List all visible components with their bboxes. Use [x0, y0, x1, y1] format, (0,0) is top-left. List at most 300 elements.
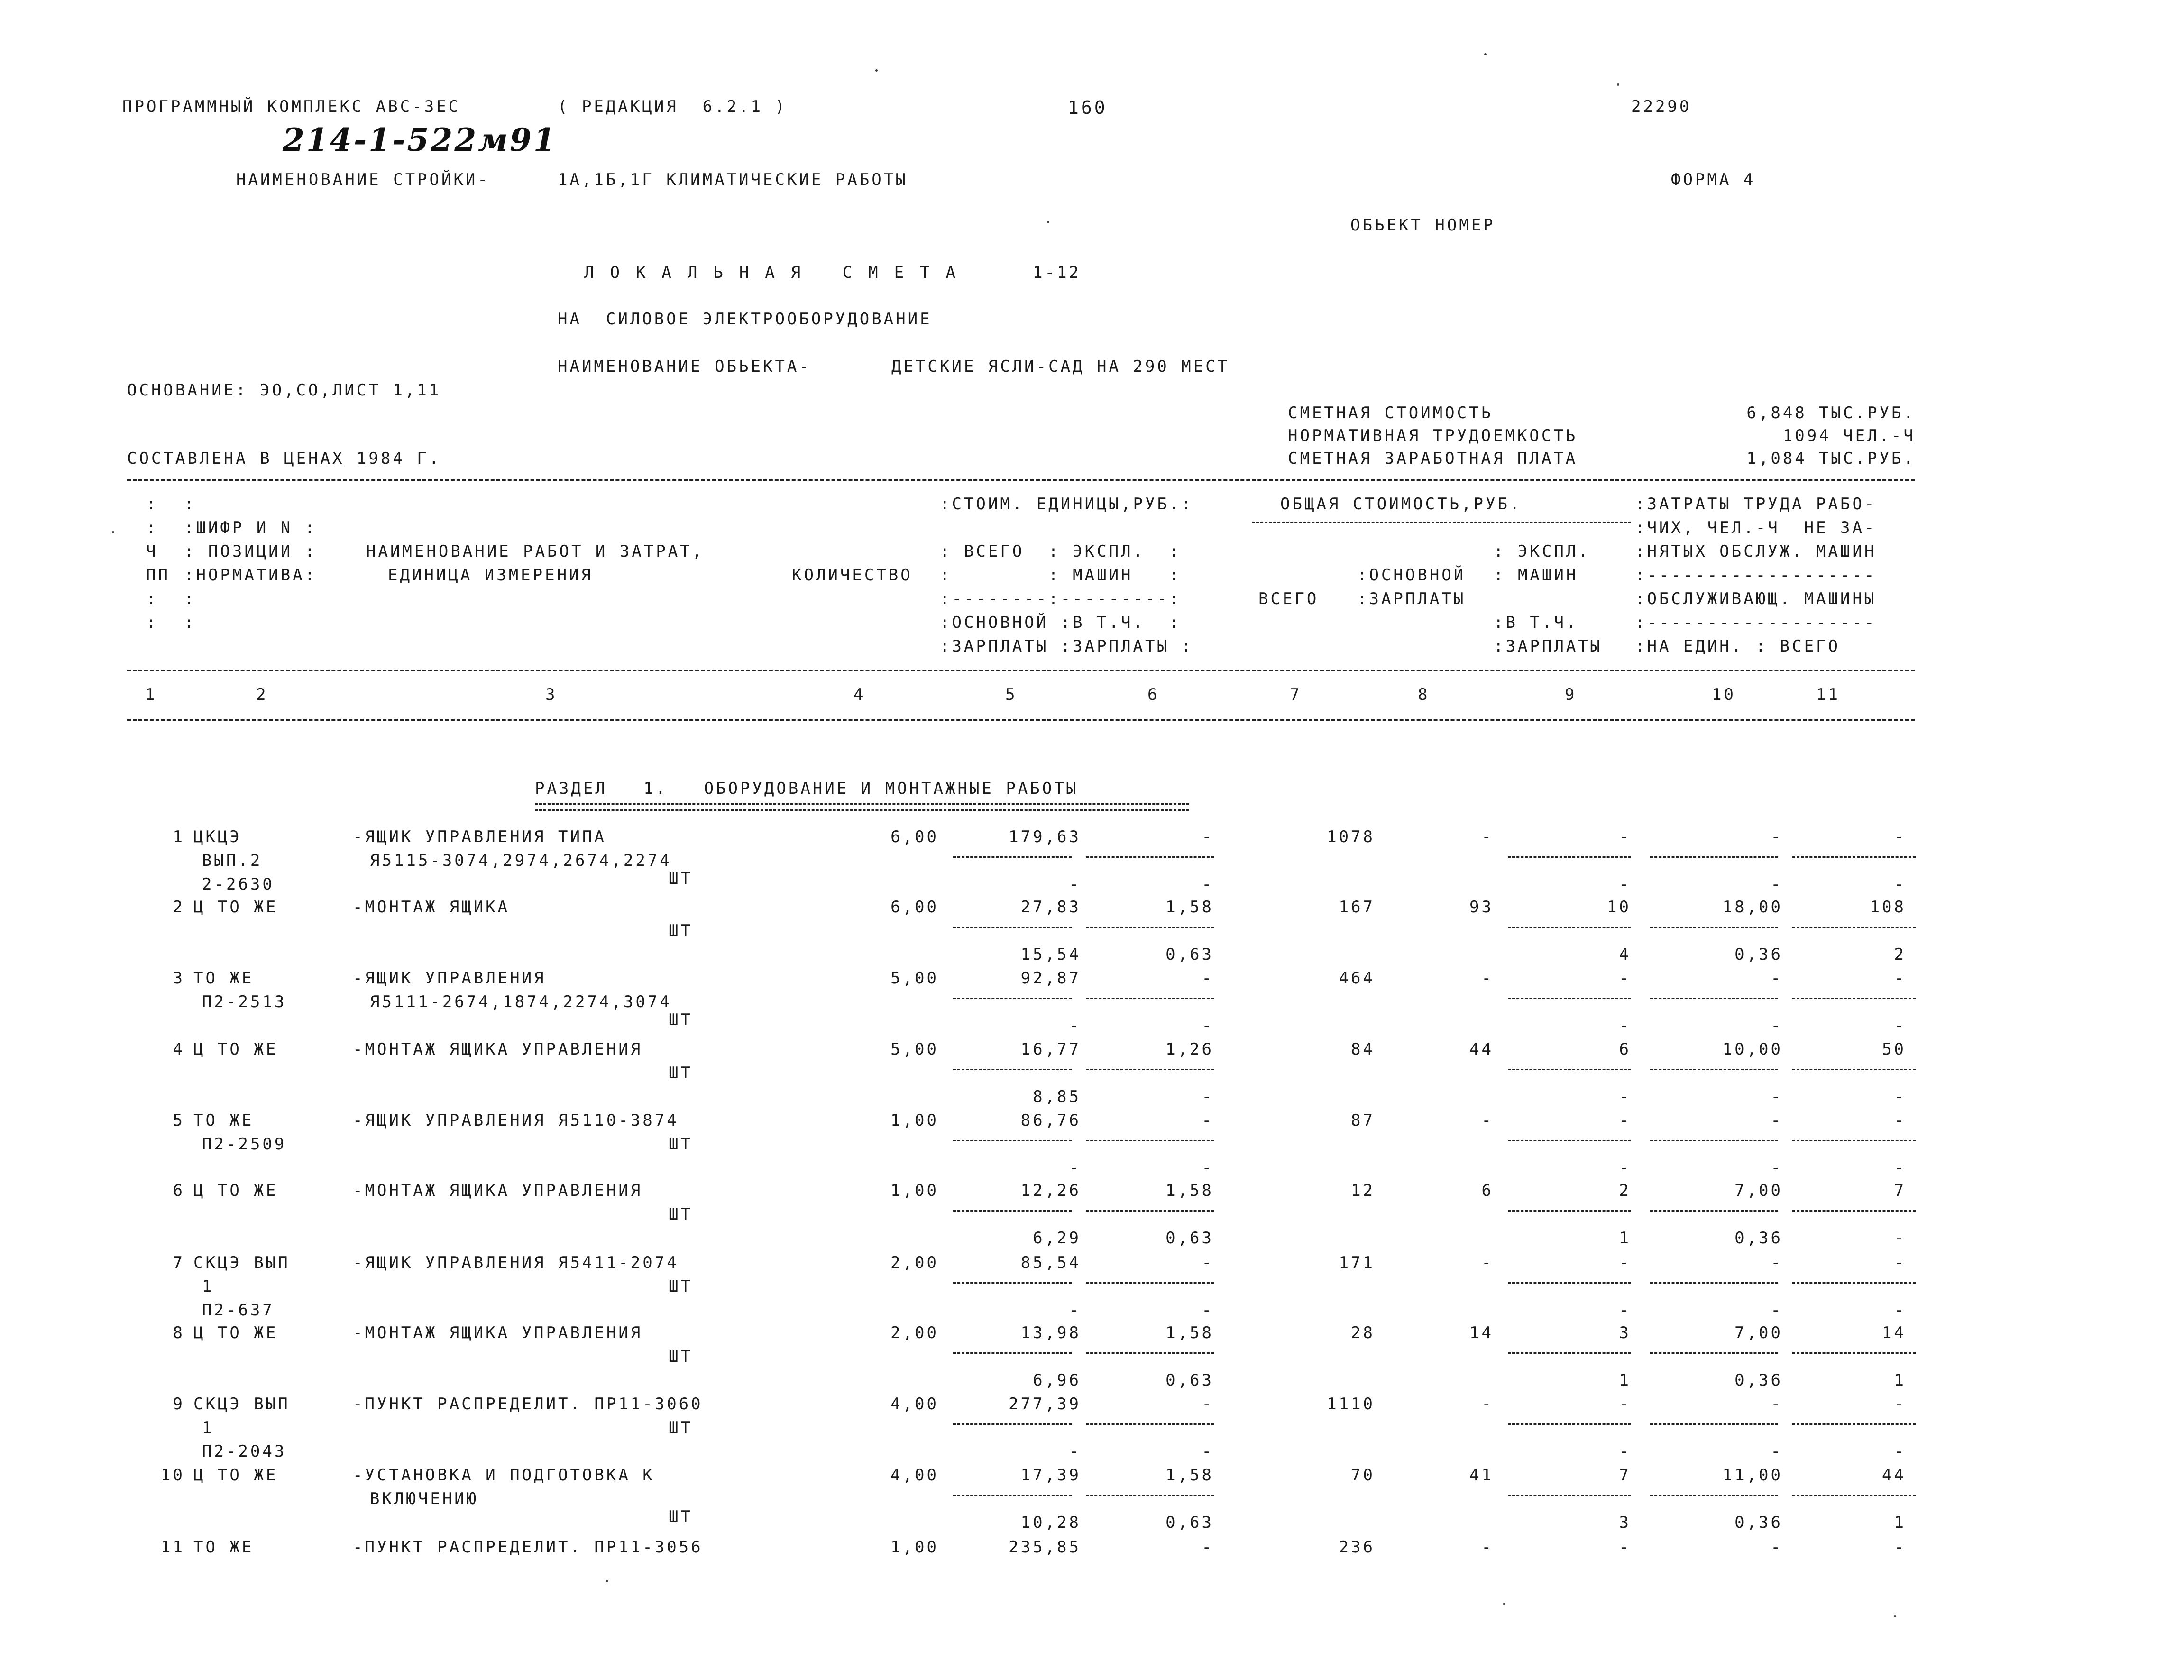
row-quantity: 2,00	[890, 1323, 939, 1342]
row-wage: 41	[1469, 1466, 1494, 1485]
row-labor-total: -	[1894, 1538, 1906, 1557]
construction-value: 1А,1Б,1Г КЛИМАТИЧЕСКИЕ РАБОТЫ	[558, 170, 908, 189]
row-name: -УСТАНОВКА И ПОДГОТОВКА К	[353, 1466, 655, 1485]
program-name: ПРОГРАММНЫЙ КОМПЛЕКС АВС-ЗЕС	[122, 97, 461, 116]
row-machine: 6	[1619, 1040, 1631, 1059]
row-underline	[1508, 1423, 1631, 1425]
row-code: 1	[202, 1418, 214, 1437]
row-wage: -	[1481, 1111, 1494, 1130]
unit-cost-subheader: :ОСНОВНОЙ :В Т.Ч. :	[940, 613, 1182, 632]
total-cost-header: ОБЩАЯ СТОИМОСТЬ,РУБ.	[1280, 495, 1522, 514]
row-code: ТО ЖЕ	[193, 1111, 254, 1130]
row-code: ТО ЖЕ	[193, 969, 254, 988]
row-unit-machine: 1,58	[1165, 898, 1214, 917]
basis: ОСНОВАНИЕ: ЭО,СО,ЛИСТ 1,11	[127, 381, 441, 400]
row-underline	[1086, 1495, 1214, 1496]
row-machine: 3	[1619, 1323, 1631, 1342]
row-code: Ц ТО ЖЕ	[193, 1466, 278, 1485]
row-maint-labor-unit: 0,36	[1734, 945, 1783, 964]
row-machine-wage: 4	[1619, 945, 1631, 964]
row-labor-total: -	[1894, 827, 1906, 846]
row-underline	[1508, 1210, 1631, 1212]
row-machine-wage: -	[1619, 1016, 1631, 1035]
row-underline	[1086, 927, 1214, 928]
row-total: 171	[1339, 1253, 1375, 1272]
row-machine-wage: -	[1619, 1158, 1631, 1177]
row-underline	[1792, 998, 1916, 999]
row-unit-total: 277,39	[1009, 1395, 1081, 1414]
column-number: 7	[1290, 685, 1302, 704]
row-code: ВЫП.2	[202, 851, 263, 870]
row-underline	[1086, 1140, 1214, 1141]
row-underline	[1650, 856, 1778, 858]
col2-header-line: : ПОЗИЦИИ :	[184, 542, 317, 561]
row-unit-wage: -	[1069, 1442, 1081, 1461]
labor-header-line: :ОБСЛУЖИВАЮЩ. МАШИНЫ	[1635, 589, 1877, 608]
row-labor-total: -	[1894, 969, 1906, 988]
row-underline	[1792, 1495, 1916, 1496]
total-cost-sub-mach: : ЭКСПЛ.	[1494, 542, 1590, 561]
row-underline	[953, 1352, 1072, 1354]
total-cost-rule	[1252, 522, 1631, 523]
labor-header-line: :ЗАТРАТЫ ТРУДА РАБО-	[1635, 495, 1877, 514]
edition: ( РЕДАКЦИЯ 6.2.1 )	[558, 97, 787, 116]
column-number: 9	[1565, 685, 1577, 704]
scan-speck	[875, 69, 878, 72]
section-title: РАЗДЕЛ 1. ОБОРУДОВАНИЕ И МОНТАЖНЫЕ РАБОТЫ	[535, 779, 1079, 798]
row-unit-total: 85,54	[1020, 1253, 1081, 1272]
row-maint-labor-total: -	[1894, 1301, 1906, 1320]
row-number: 4	[173, 1040, 185, 1059]
column-number: 11	[1816, 685, 1840, 704]
row-total: 87	[1351, 1111, 1375, 1130]
row-labor-unit: 10,00	[1722, 1040, 1783, 1059]
row-name: -ЯЩИК УПРАВЛЕНИЯ ТИПА	[353, 827, 606, 846]
row-labor-unit: -	[1771, 1395, 1783, 1414]
row-underline	[1650, 1282, 1778, 1284]
row-maint-labor-total: -	[1894, 1158, 1906, 1177]
handwritten-code: 214-1-522м91	[283, 121, 557, 158]
row-quantity: 4,00	[890, 1395, 939, 1414]
row-unit-machine-wage: -	[1202, 1087, 1214, 1106]
row-code: П2-2509	[202, 1135, 287, 1154]
total-cost-sub-mach: : МАШИН	[1494, 566, 1578, 585]
object-number: ОБЬЕКТ НОМЕР	[1350, 216, 1496, 235]
row-labor-unit: -	[1771, 1111, 1783, 1130]
column-number: 6	[1147, 685, 1160, 704]
col2-header-line: :НОРМАТИВА:	[184, 566, 317, 585]
column-number: 5	[1005, 685, 1018, 704]
row-underline	[1086, 1069, 1214, 1070]
col2-header-line: :	[184, 495, 196, 514]
row-maint-labor-total: -	[1894, 875, 1906, 894]
row-unit-machine-wage: 0,63	[1165, 1513, 1214, 1532]
row-wage: -	[1481, 1395, 1494, 1414]
row-unit-machine: 1,58	[1165, 1181, 1214, 1200]
total-cost-sub-mach-wage: :В Т.Ч.	[1494, 613, 1578, 632]
column-number: 4	[853, 685, 866, 704]
section-underline	[535, 803, 1189, 811]
row-labor-total: 50	[1882, 1040, 1906, 1059]
summary-label-cost: СМЕТНАЯ СТОИМОСТЬ	[1288, 404, 1493, 422]
header-bottom-rule	[127, 719, 1915, 721]
row-name: -ПУНКТ РАСПРЕДЕЛИТ. ПР11-3060	[353, 1395, 703, 1414]
row-machine-wage: 1	[1619, 1229, 1631, 1248]
row-total: 70	[1351, 1466, 1375, 1485]
row-quantity: 6,00	[890, 898, 939, 917]
row-unit-total: 17,39	[1020, 1466, 1081, 1485]
row-unit-wage: -	[1069, 1016, 1081, 1035]
unit-cost-subheader: : ВСЕГО : ЭКСПЛ. :	[940, 542, 1182, 561]
row-maint-labor-total: -	[1894, 1087, 1906, 1106]
row-maint-labor-total: -	[1894, 1229, 1906, 1248]
smeta-number: 1-12	[1033, 263, 1081, 282]
row-total: 167	[1339, 898, 1375, 917]
row-total: 84	[1351, 1040, 1375, 1059]
col1-header-line: :	[146, 495, 158, 514]
col1-header-line: :	[146, 613, 158, 632]
row-underline	[953, 1210, 1072, 1212]
row-number: 2	[173, 898, 185, 917]
row-number: 1	[173, 827, 185, 846]
unit-cost-header: :СТОИМ. ЕДИНИЦЫ,РУБ.:	[940, 495, 1193, 514]
row-unit-machine-wage: -	[1202, 1158, 1214, 1177]
labor-header-line: :ЧИХ, ЧЕЛ.-Ч НЕ ЗА-	[1635, 518, 1877, 537]
row-quantity: 5,00	[890, 1040, 939, 1059]
row-maint-labor-unit: -	[1771, 875, 1783, 894]
row-quantity: 2,00	[890, 1253, 939, 1272]
prices-year: СОСТАВЛЕНА В ЦЕНАХ 1984 Г.	[127, 449, 441, 468]
row-labor-total: -	[1894, 1111, 1906, 1130]
row-underline	[1650, 998, 1778, 999]
row-unit-total: 13,98	[1020, 1323, 1081, 1342]
row-name: -ПУНКТ РАСПРЕДЕЛИТ. ПР11-3056	[353, 1538, 703, 1557]
row-underline	[1508, 927, 1631, 928]
row-unit-total: 16,77	[1020, 1040, 1081, 1059]
row-unit-machine: -	[1202, 969, 1214, 988]
row-name: -ЯЩИК УПРАВЛЕНИЯ Я5110-3874	[353, 1111, 679, 1130]
row-unit-total: 27,83	[1020, 898, 1081, 917]
row-unit: ШТ	[669, 1277, 693, 1296]
row-unit: ШТ	[669, 1205, 693, 1224]
row-maint-labor-unit: -	[1771, 1016, 1783, 1035]
smeta-subject: НА СИЛОВОЕ ЭЛЕКТРООБОРУДОВАНИЕ	[558, 310, 932, 329]
row-machine: 10	[1607, 898, 1631, 917]
row-underline	[1508, 856, 1631, 858]
row-unit-machine: -	[1202, 827, 1214, 846]
col2-header-line: :	[184, 613, 196, 632]
row-unit-machine: -	[1202, 1395, 1214, 1414]
row-machine-wage: -	[1619, 875, 1631, 894]
unit-cost-subheader: : : МАШИН :	[940, 566, 1182, 585]
row-unit-machine: 1,26	[1165, 1040, 1214, 1059]
row-underline	[1650, 1210, 1778, 1212]
row-maint-labor-total: 1	[1894, 1513, 1906, 1532]
scan-speck	[1894, 1615, 1896, 1617]
row-underline	[953, 998, 1072, 999]
row-unit-machine-wage: -	[1202, 875, 1214, 894]
row-name: -ЯЩИК УПРАВЛЕНИЯ Я5411-2074	[353, 1253, 679, 1272]
header-top-rule	[127, 479, 1915, 481]
col1-header-line: ПП	[146, 566, 170, 585]
row-total: 464	[1339, 969, 1375, 988]
unit-cost-subheader: :ЗАРПЛАТЫ :ЗАРПЛАТЫ :	[940, 637, 1193, 656]
row-machine: -	[1619, 1111, 1631, 1130]
row-total: 12	[1351, 1181, 1375, 1200]
column-number: 1	[145, 685, 157, 704]
row-name: -ЯЩИК УПРАВЛЕНИЯ	[353, 969, 546, 988]
row-underline	[953, 927, 1072, 928]
row-unit-wage: 10,28	[1020, 1513, 1081, 1532]
col1-header-line: Ч	[146, 542, 158, 561]
row-code: Ц ТО ЖЕ	[193, 1040, 278, 1059]
labor-header-line: :-------------------	[1635, 566, 1877, 585]
row-number: 7	[173, 1253, 185, 1272]
row-number: 3	[173, 969, 185, 988]
col4-header: КОЛИЧЕСТВО	[792, 566, 913, 585]
row-machine: -	[1619, 1538, 1631, 1557]
row-total: 236	[1339, 1538, 1375, 1557]
row-name: Я5111-2674,1874,2274,3074	[370, 992, 672, 1011]
row-code: ТО ЖЕ	[193, 1538, 254, 1557]
row-labor-unit: 7,00	[1734, 1181, 1783, 1200]
column-number: 3	[545, 685, 558, 704]
scan-speck	[1617, 83, 1619, 86]
row-unit-wage: 15,54	[1020, 945, 1081, 964]
row-labor-total: -	[1894, 1253, 1906, 1272]
row-quantity: 5,00	[890, 969, 939, 988]
row-underline	[1650, 1352, 1778, 1354]
row-machine-wage: 3	[1619, 1513, 1631, 1532]
row-quantity: 6,00	[890, 827, 939, 846]
row-unit-total: 92,87	[1020, 969, 1081, 988]
total-cost-sub-all: ВСЕГО	[1258, 589, 1319, 608]
row-unit-total: 235,85	[1009, 1538, 1081, 1557]
scan-speck	[1047, 221, 1049, 223]
row-code: Ц ТО ЖЕ	[193, 898, 278, 917]
row-underline	[953, 1140, 1072, 1141]
row-underline	[1508, 1069, 1631, 1070]
scan-speck	[112, 531, 114, 533]
row-number: 9	[173, 1395, 185, 1414]
row-wage: 6	[1481, 1181, 1494, 1200]
row-labor-total: 14	[1882, 1323, 1906, 1342]
row-maint-labor-total: -	[1894, 1016, 1906, 1035]
col1-header-line: :	[146, 518, 158, 537]
row-code: 2-2630	[202, 875, 275, 894]
row-labor-unit: -	[1771, 1253, 1783, 1272]
row-underline	[1650, 1140, 1778, 1141]
col3-header-line: ЕДИНИЦА ИЗМЕРЕНИЯ	[388, 566, 593, 585]
row-name: -МОНТАЖ ЯЩИКА УПРАВЛЕНИЯ	[353, 1181, 643, 1200]
row-quantity: 1,00	[890, 1538, 939, 1557]
summary-label-wage: СМЕТНАЯ ЗАРАБОТНАЯ ПЛАТА	[1288, 449, 1578, 468]
row-unit: ШТ	[669, 1135, 693, 1154]
row-wage: -	[1481, 1538, 1494, 1557]
scan-speck	[1503, 1603, 1505, 1605]
col3-header-line: НАИМЕНОВАНИЕ РАБОТ И ЗАТРАТ,	[366, 542, 705, 561]
row-underline	[1650, 1423, 1778, 1425]
row-name: -МОНТАЖ ЯЩИКА УПРАВЛЕНИЯ	[353, 1323, 643, 1342]
row-unit-machine: -	[1202, 1253, 1214, 1272]
page-number: 160	[1068, 97, 1108, 118]
row-maint-labor-unit: -	[1771, 1301, 1783, 1320]
row-total: 28	[1351, 1323, 1375, 1342]
row-machine: 7	[1619, 1466, 1631, 1485]
row-underline	[1792, 1282, 1916, 1284]
unit-cost-subheader: :--------:---------:	[940, 589, 1182, 608]
object-value: ДЕТСКИЕ ЯСЛИ-САД НА 290 МЕСТ	[891, 357, 1230, 376]
row-unit: ШТ	[669, 869, 693, 888]
row-number: 5	[173, 1111, 185, 1130]
row-maint-labor-unit: 0,36	[1734, 1371, 1783, 1390]
row-number: 6	[173, 1181, 185, 1200]
row-wage: -	[1481, 969, 1494, 988]
row-number: 8	[173, 1323, 185, 1342]
row-underline	[953, 1495, 1072, 1496]
row-total: 1110	[1327, 1395, 1375, 1414]
row-underline	[953, 1282, 1072, 1284]
row-code: П2-2513	[202, 992, 287, 1011]
summary-value-cost: 6,848 ТЫС.РУБ.	[1746, 404, 1916, 422]
row-underline	[1086, 1352, 1214, 1354]
row-unit-machine-wage: 0,63	[1165, 945, 1214, 964]
row-machine: -	[1619, 1395, 1631, 1414]
row-underline	[1792, 856, 1916, 858]
row-underline	[1086, 1210, 1214, 1212]
row-machine-wage: 1	[1619, 1371, 1631, 1390]
row-unit-wage: -	[1069, 1301, 1081, 1320]
row-quantity: 4,00	[890, 1466, 939, 1485]
object-label: НАИМЕНОВАНИЕ ОБЬЕКТА-	[558, 357, 811, 376]
row-machine: -	[1619, 1253, 1631, 1272]
labor-header-line: :НЯТЫХ ОБСЛУЖ. МАШИН	[1635, 542, 1877, 561]
column-number: 2	[256, 685, 268, 704]
row-labor-unit: -	[1771, 1538, 1783, 1557]
scan-speck	[1484, 53, 1487, 55]
row-code: 1	[202, 1277, 214, 1296]
summary-value-labor: 1094 ЧЕЛ.-Ч	[1782, 426, 1916, 445]
row-labor-total: -	[1894, 1395, 1906, 1414]
row-wage: 14	[1469, 1323, 1494, 1342]
row-maint-labor-unit: -	[1771, 1087, 1783, 1106]
column-number: 10	[1712, 685, 1736, 704]
row-labor-unit: 11,00	[1722, 1466, 1783, 1485]
row-underline	[1792, 1352, 1916, 1354]
row-name: -МОНТАЖ ЯЩИКА УПРАВЛЕНИЯ	[353, 1040, 643, 1059]
row-machine-wage: -	[1619, 1442, 1631, 1461]
row-underline	[1508, 1352, 1631, 1354]
row-machine-wage: -	[1619, 1087, 1631, 1106]
row-labor-total: 7	[1894, 1181, 1906, 1200]
document-code: 22290	[1631, 97, 1692, 116]
row-unit: ШТ	[669, 1347, 693, 1366]
row-unit-machine-wage: -	[1202, 1301, 1214, 1320]
row-name: ВКЛЮЧЕНИЮ	[370, 1489, 479, 1508]
row-underline	[1086, 856, 1214, 858]
row-code: П2-2043	[202, 1442, 287, 1461]
total-cost-sub-wage: :ОСНОВНОЙ	[1357, 566, 1466, 585]
row-underline	[1086, 998, 1214, 999]
row-unit-wage: 6,29	[1033, 1229, 1081, 1248]
row-unit-machine-wage: 0,63	[1165, 1229, 1214, 1248]
row-code: Ц ТО ЖЕ	[193, 1181, 278, 1200]
row-unit: ШТ	[669, 1418, 693, 1437]
row-underline	[953, 1069, 1072, 1070]
row-maint-labor-unit: -	[1771, 1442, 1783, 1461]
col2-header-line: :ШИФР И N :	[184, 518, 317, 537]
row-code: СКЦЭ ВЫП	[193, 1253, 290, 1272]
row-wage: 93	[1469, 898, 1494, 917]
scan-speck	[606, 1580, 608, 1582]
col1-header-line: :	[146, 589, 158, 608]
row-maint-labor-total: 1	[1894, 1371, 1906, 1390]
row-machine: -	[1619, 827, 1631, 846]
row-unit: ШТ	[669, 1064, 693, 1083]
row-name: -МОНТАЖ ЯЩИКА	[353, 898, 510, 917]
row-wage: -	[1481, 827, 1494, 846]
row-underline	[1650, 1495, 1778, 1496]
row-labor-unit: -	[1771, 969, 1783, 988]
row-labor-unit: -	[1771, 827, 1783, 846]
row-unit-machine: 1,58	[1165, 1466, 1214, 1485]
header-mid-rule	[127, 670, 1915, 671]
row-labor-total: 44	[1882, 1466, 1906, 1485]
row-unit-machine: -	[1202, 1111, 1214, 1130]
row-unit-machine-wage: 0,63	[1165, 1371, 1214, 1390]
row-unit-machine: 1,58	[1165, 1323, 1214, 1342]
row-labor-unit: 18,00	[1722, 898, 1783, 917]
row-underline	[1650, 1069, 1778, 1070]
row-underline	[1792, 927, 1916, 928]
labor-header-line: :НА ЕДИН. : ВСЕГО	[1635, 637, 1840, 656]
row-underline	[1792, 1210, 1916, 1212]
summary-value-wage: 1,084 ТЫС.РУБ.	[1746, 449, 1916, 468]
smeta-title: ЛОКАЛЬНАЯ СМЕТА	[584, 263, 972, 282]
row-underline	[1792, 1069, 1916, 1070]
row-underline	[1792, 1140, 1916, 1141]
row-unit-machine-wage: -	[1202, 1442, 1214, 1461]
row-unit-machine: -	[1202, 1538, 1214, 1557]
row-underline	[1086, 1423, 1214, 1425]
row-unit-total: 12,26	[1020, 1181, 1081, 1200]
row-unit: ШТ	[669, 1010, 693, 1029]
row-unit: ШТ	[669, 921, 693, 940]
row-total: 1078	[1327, 827, 1375, 846]
row-underline	[1508, 1495, 1631, 1496]
row-labor-total: 108	[1870, 898, 1906, 917]
row-underline	[1792, 1423, 1916, 1425]
row-code: СКЦЭ ВЫП	[193, 1395, 290, 1414]
row-code: Ц ТО ЖЕ	[193, 1323, 278, 1342]
column-number: 8	[1418, 685, 1430, 704]
row-unit-total: 179,63	[1009, 827, 1081, 846]
row-machine-wage: -	[1619, 1301, 1631, 1320]
row-machine: 2	[1619, 1181, 1631, 1200]
row-unit-wage: -	[1069, 875, 1081, 894]
row-number: 10	[161, 1466, 185, 1485]
row-number: 11	[161, 1538, 185, 1557]
row-maint-labor-unit: 0,36	[1734, 1513, 1783, 1532]
row-unit-wage: -	[1069, 1158, 1081, 1177]
total-cost-sub-mach-wage: :ЗАРПЛАТЫ	[1494, 637, 1603, 656]
row-wage: 44	[1469, 1040, 1494, 1059]
row-underline	[1508, 998, 1631, 999]
form-label: ФОРМА 4	[1671, 170, 1756, 189]
row-labor-unit: 7,00	[1734, 1323, 1783, 1342]
total-cost-sub-wage: :ЗАРПЛАТЫ	[1357, 589, 1466, 608]
row-underline	[1086, 1282, 1214, 1284]
